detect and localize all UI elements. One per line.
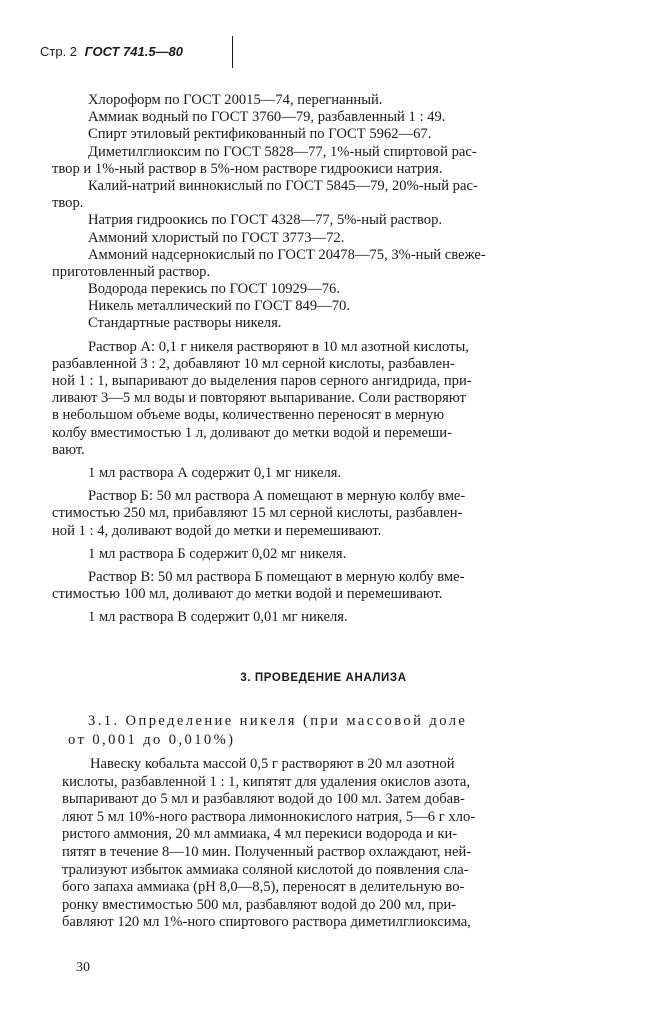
text-line: 1 мл раствора А содержит 0,1 мг никеля. [88, 464, 342, 481]
subsection-heading-line-2: от 0,001 до 0,010%) [68, 732, 236, 748]
text-line: приготовленный раствор. [52, 263, 211, 280]
text-line: пятят в течение 8—10 мин. Полученный раствор охлаждают, ней- [62, 843, 472, 860]
text-line: Раствор Б: 50 мл раствора А помещают в мерную колбу вме- [88, 488, 466, 505]
section-title: 3. ПРОВЕДЕНИЕ АНАЛИЗА [240, 672, 407, 684]
text-line: кислоты, разбавленной 1 : 1, кипятят для удаления окислов азота, [62, 773, 471, 790]
text-line: Аммоний хлористый по ГОСТ 3773—72. [88, 229, 345, 246]
text-line: Аммиак водный по ГОСТ 3760—79, разбавленный 1 : 49. [88, 109, 446, 126]
subsection-heading-line-1: 3.1. Определение никеля (при массовой доле [88, 713, 468, 729]
text-line: 1 мл раствора Б содержит 0,02 мг никеля. [88, 545, 347, 562]
running-header [40, 44, 183, 59]
text-line: твор и 1%-ный раствор в 5%-ном растворе гидроокиси натрия. [52, 160, 443, 177]
page-label: Стр. 2 [40, 44, 78, 59]
text-line: выпаривают до 5 мл и разбавляют водой до 100 мл. Затем добав- [62, 791, 465, 808]
analysis-procedure-text [62, 756, 476, 932]
text-line: стимостью 250 мл, прибавляют 15 мл серной кислоты, разбавлен- [52, 505, 463, 522]
text-line: Раствор В: 50 мл раствора Б помещают в мерную колбу вме- [88, 568, 465, 585]
text-line: трализуют избыток аммиака соляной кислотой до появления сла- [62, 861, 469, 878]
text-line: твор. [52, 195, 84, 212]
text-line: Натрия гидроокись по ГОСТ 4328—77, 5%-ный раствор. [88, 212, 443, 229]
text-line: Спирт этиловый ректификованный по ГОСТ 5962—67. [88, 126, 432, 143]
header-divider [232, 36, 233, 68]
text-line: Хлороформ по ГОСТ 20015—74, перегнанный. [88, 92, 383, 108]
materials-list [52, 92, 640, 626]
text-line: ной 1 : 1, выпаривают до выделения паров серного ангидрида, при- [52, 373, 472, 389]
text-line: бого запаха аммиака (рН 8,0—8,5), переносят в делительную во- [62, 879, 465, 896]
text-line: бавляют 120 мл 1%-ного спиртового раствора диметилглиоксима, [62, 914, 471, 931]
text-line: стимостью 100 мл, доливают до метки водой и перемешивают. [52, 586, 443, 603]
text-line: вают. [52, 441, 85, 458]
text-line: Никель металлический по ГОСТ 849—70. [88, 298, 350, 315]
text-line: 1 мл раствора В содержит 0,01 мг никеля. [88, 609, 348, 626]
text-line: Аммоний надсернокислый по ГОСТ 20478—75, 3%-ный свеже- [88, 246, 486, 263]
text-line: Раствор А: 0,1 г никеля растворяют в 10 мл азотной кислоты, [88, 338, 469, 355]
text-line: ливают 3—5 мл воды и повторяют выпаривание. Соли растворяют [52, 390, 466, 407]
text-line: Стандартные растворы никеля. [88, 315, 282, 332]
text-line: Калий-натрий виннокислый по ГОСТ 5845—79, 20%-ный рас- [88, 177, 478, 194]
text-line: в небольшом объеме воды, количественно переносят в мерную [52, 407, 445, 424]
page-number: 30 [76, 960, 90, 975]
standard-number: ГОСТ 741.5—80 [84, 44, 184, 59]
text-line: ристого аммония, 20 мл аммиака, 4 мл перекиси водорода и ки- [62, 826, 458, 843]
text-line: Навеску кобальта массой 0,5 г растворяют в 20 мл азотной [90, 756, 455, 772]
text-line: Диметилглиоксим по ГОСТ 5828—77, 1%-ный спиртовой рас- [88, 143, 477, 160]
text-line: Водорода перекись по ГОСТ 10929—76. [88, 281, 340, 298]
text-line: ляют 5 мл 10%-ного раствора лимоннокислого натрия, 5—6 г хло- [62, 808, 476, 825]
subsection-heading [68, 712, 468, 750]
text-line: разбавленной 3 : 2, добавляют 10 мл серной кислоты, разбавлен- [52, 355, 455, 372]
text-line: ной 1 : 4, доливают водой до метки и перемешивают. [52, 522, 382, 539]
text-line: колбу вместимостью 1 л, доливают до метки водой и перемеши- [52, 424, 452, 441]
text-line: ронку вместимостью 500 мл, разбавляют водой до 200 мл, при- [62, 896, 457, 913]
